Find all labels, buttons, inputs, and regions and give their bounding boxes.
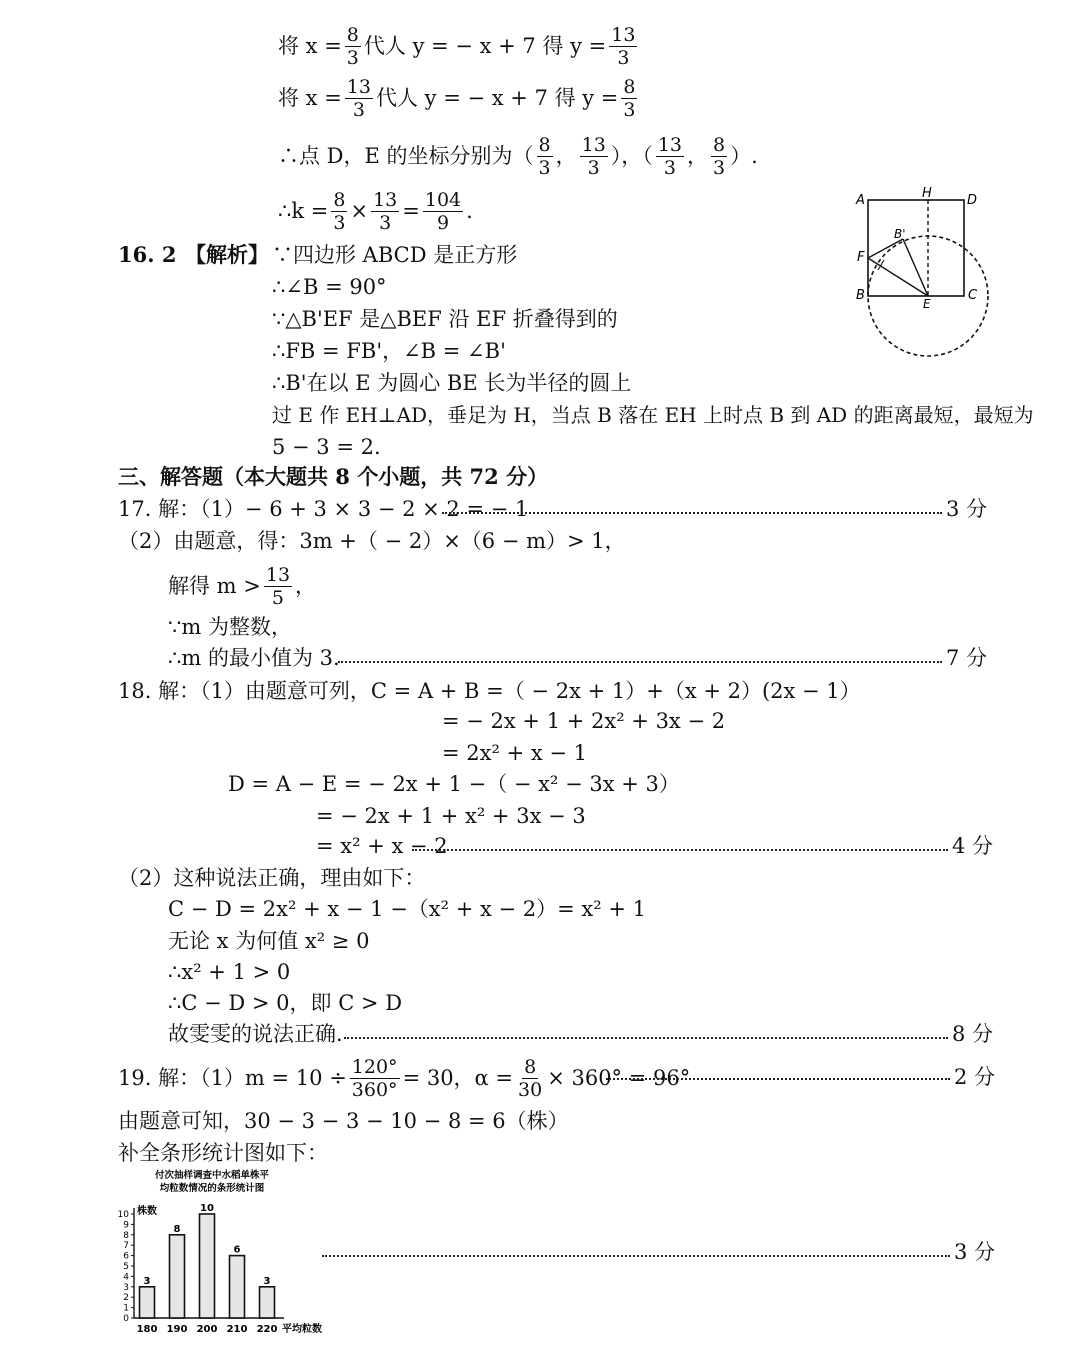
denominator: 3 xyxy=(346,46,359,69)
text: ， xyxy=(687,144,708,168)
denominator: 3 xyxy=(713,156,726,179)
y-tick-label: 3 xyxy=(123,1282,129,1293)
numerator: 8 xyxy=(333,188,346,211)
dotted-leader xyxy=(442,512,942,514)
q16-line: ∴B'在以 E 为圆心 BE 长为半径的圆上 xyxy=(272,371,632,395)
fraction xyxy=(264,564,292,609)
fraction xyxy=(371,189,399,234)
text: ），（ xyxy=(610,144,653,168)
denominator: 9 xyxy=(436,211,450,234)
bar xyxy=(170,1235,185,1318)
q18-line12: 故雯雯的说法正确. xyxy=(168,1022,343,1046)
label-h: H xyxy=(922,186,932,201)
label-c: C xyxy=(968,288,978,303)
q16-number: 16. 2 xyxy=(118,242,177,267)
q19-line2: 由题意可知，30 − 3 − 3 − 10 − 8 = 6（株） xyxy=(118,1109,569,1133)
fraction xyxy=(423,189,463,234)
chart-ylabel: 株数 xyxy=(137,1206,157,1217)
x-tick-label: 180 xyxy=(136,1324,158,1335)
fraction xyxy=(345,76,373,121)
q16-line: 过 E 作 EH⊥AD，垂足为 H，当点 B 落在 EH 上时点 B 到 AD 的距离最短，最短为 xyxy=(272,403,1034,427)
dotted-leader xyxy=(322,1255,950,1257)
q18-line3: = 2x² + x − 1 xyxy=(442,741,587,765)
label-e: E xyxy=(923,297,931,311)
bar xyxy=(200,1214,215,1318)
text: . xyxy=(466,199,473,223)
y-tick-label: 6 xyxy=(123,1251,129,1262)
text: 代人 y = − x + 7 得 y = xyxy=(363,34,607,58)
q19-line1 xyxy=(118,1052,690,1104)
numerator: 104 xyxy=(424,188,462,211)
q18-line1: 18. 解：（1）由题意可列，C = A + B =（ − 2x + 1）+（x + 2）(2x − 1） xyxy=(118,679,861,703)
fraction xyxy=(345,24,361,69)
label-d: D xyxy=(967,193,978,208)
q16-tag: 【解析】 xyxy=(185,242,269,267)
numerator: 8 xyxy=(524,1055,537,1078)
dotted-leader xyxy=(344,1037,948,1039)
numerator: 8 xyxy=(538,133,551,156)
text: 19. 解：（1）m = 10 ÷ xyxy=(118,1066,347,1090)
section-three-heading: 三、解答题（本大题共 8 个小题，共 72 分） xyxy=(118,464,549,489)
denominator: 3 xyxy=(587,156,600,179)
numerator: 13 xyxy=(373,188,398,211)
text: ， xyxy=(555,144,577,168)
numerator: 13 xyxy=(265,563,291,586)
denominator: 3 xyxy=(623,98,636,121)
denominator: 30 xyxy=(518,1078,543,1101)
chart-title-line2: 均粒数情况的条形统计图 xyxy=(159,1183,265,1194)
x-tick-label: 210 xyxy=(226,1324,248,1335)
denominator: 5 xyxy=(271,586,284,609)
q16-line: ∴∠B = 90° xyxy=(272,275,387,299)
dotted-leader xyxy=(412,849,948,851)
bar-value-label: 3 xyxy=(143,1275,151,1287)
y-tick-label: 4 xyxy=(123,1272,129,1283)
q15-line1 xyxy=(278,20,640,72)
text: = xyxy=(402,199,420,223)
bar-value-label: 10 xyxy=(200,1203,214,1214)
text: 代人 y = − x + 7 得 y = xyxy=(375,86,619,110)
score-mark: 3 分 xyxy=(946,497,988,521)
q16-line: ∵四边形 ABCD 是正方形 xyxy=(272,243,518,267)
text: 将 x = xyxy=(278,34,342,58)
text: 解得 m > xyxy=(168,574,261,598)
q18-line10: ∴x² + 1 > 0 xyxy=(168,960,291,984)
text: ∴点 D，E 的坐标分别为（ xyxy=(278,144,534,168)
fraction xyxy=(656,134,684,179)
score-mark: 4 分 xyxy=(952,834,994,858)
score-mark: 2 分 xyxy=(954,1065,996,1089)
numerator: 13 xyxy=(611,23,636,46)
text: ， xyxy=(295,574,317,598)
fraction xyxy=(537,134,553,179)
text: × xyxy=(350,199,369,223)
numerator: 8 xyxy=(346,23,359,46)
y-tick-label: 2 xyxy=(123,1293,129,1304)
chart-xlabel: 平均粒数 xyxy=(282,1324,322,1335)
q15-line2 xyxy=(278,72,640,124)
label-f: F xyxy=(857,250,865,265)
bar xyxy=(260,1287,275,1318)
numerator: 13 xyxy=(581,133,606,156)
numerator: 8 xyxy=(713,133,726,156)
q16-line: 5 − 3 = 2. xyxy=(272,435,381,459)
y-tick-label: 5 xyxy=(123,1262,129,1272)
denominator: 3 xyxy=(333,211,346,234)
y-tick-label: 0 xyxy=(123,1314,129,1324)
q18-line6: = x² + x − 2 xyxy=(316,834,448,858)
dotted-leader xyxy=(606,1078,950,1080)
q17-line3 xyxy=(168,560,316,612)
square-abcd xyxy=(868,200,964,296)
numerator: 120° xyxy=(351,1055,398,1078)
q17-line1: 17. 解：（1）− 6 + 3 × 3 − 2 × 2 = − 1 xyxy=(118,497,529,521)
dotted-leader xyxy=(338,661,942,663)
score-mark: 7 分 xyxy=(946,646,988,670)
text: ）. xyxy=(730,144,758,168)
q18-line2: = − 2x + 1 + 2x² + 3x − 2 xyxy=(442,709,726,733)
q18-line9: 无论 x 为何值 x² ≥ 0 xyxy=(168,929,370,953)
score-mark: 3 分 xyxy=(954,1240,996,1264)
q18-line4: D = A − E = − 2x + 1 −（ − x² − 3x + 3） xyxy=(228,772,680,796)
text: 将 x = xyxy=(278,86,342,110)
q17-line4: ∵m 为整数， xyxy=(168,615,292,639)
line-fb1 xyxy=(868,239,903,258)
bar-value-label: 3 xyxy=(263,1275,271,1287)
square-fold-figure xyxy=(848,182,998,362)
label-a: A xyxy=(856,193,865,208)
denominator: 3 xyxy=(538,156,551,179)
y-tick-label: 1 xyxy=(123,1303,129,1314)
denominator: 3 xyxy=(379,211,392,234)
bar-chart xyxy=(112,1166,337,1341)
fraction xyxy=(516,1056,544,1101)
q18-line5: = − 2x + 1 + x² + 3x − 3 xyxy=(316,804,586,828)
numerator: 8 xyxy=(623,75,636,98)
bar xyxy=(140,1287,155,1318)
x-tick-label: 190 xyxy=(166,1324,188,1335)
y-tick-label: 7 xyxy=(123,1241,129,1252)
q15-line3 xyxy=(278,130,758,182)
bar-value-label: 8 xyxy=(173,1223,181,1235)
q17-line5: ∴m 的最小值为 3. xyxy=(168,646,340,670)
q16-line: ∴FB = FB'，∠B = ∠B' xyxy=(272,339,506,363)
bar xyxy=(230,1256,245,1318)
q18-line8: C − D = 2x² + x − 1 −（x² + x − 2）= x² + 1 xyxy=(168,897,646,921)
fraction xyxy=(580,134,608,179)
text: = 30，α = xyxy=(402,1066,514,1090)
score-mark: 8 分 xyxy=(952,1022,994,1046)
denominator: 360° xyxy=(351,1078,398,1101)
chart-title-line1: 付次抽样调查中水稻单株平 xyxy=(154,1170,270,1181)
bar-value-label: 6 xyxy=(233,1244,241,1256)
y-tick-label: 8 xyxy=(123,1230,129,1241)
q19-line3: 补全条形统计图如下： xyxy=(118,1141,328,1165)
q17-line2: （2）由题意，得：3m +（ − 2）×（6 − m）> 1， xyxy=(118,529,626,553)
x-tick-label: 220 xyxy=(256,1324,278,1335)
text: × 360° = 96° xyxy=(547,1066,691,1090)
fraction xyxy=(621,76,637,121)
q16-line: ∵△B'EF 是△BEF 沿 EF 折叠得到的 xyxy=(272,307,618,331)
y-tick-label: 10 xyxy=(117,1210,129,1220)
denominator: 3 xyxy=(663,156,676,179)
fraction xyxy=(350,1056,400,1101)
y-tick-label: 9 xyxy=(123,1220,129,1231)
q18-line11: ∴C − D > 0，即 C > D xyxy=(168,991,403,1015)
fraction xyxy=(711,134,727,179)
numerator: 13 xyxy=(657,133,682,156)
denominator: 3 xyxy=(352,98,365,121)
q18-line7: （2）这种说法正确，理由如下： xyxy=(118,866,426,890)
x-tick-label: 200 xyxy=(196,1324,218,1335)
label-b-prime: B' xyxy=(894,227,906,241)
fraction xyxy=(331,189,347,234)
text: ∴k = xyxy=(278,199,329,223)
numerator: 13 xyxy=(346,75,371,98)
fraction xyxy=(609,24,637,69)
label-b: B xyxy=(856,288,865,303)
q15-line4 xyxy=(278,185,473,237)
denominator: 3 xyxy=(617,46,630,69)
